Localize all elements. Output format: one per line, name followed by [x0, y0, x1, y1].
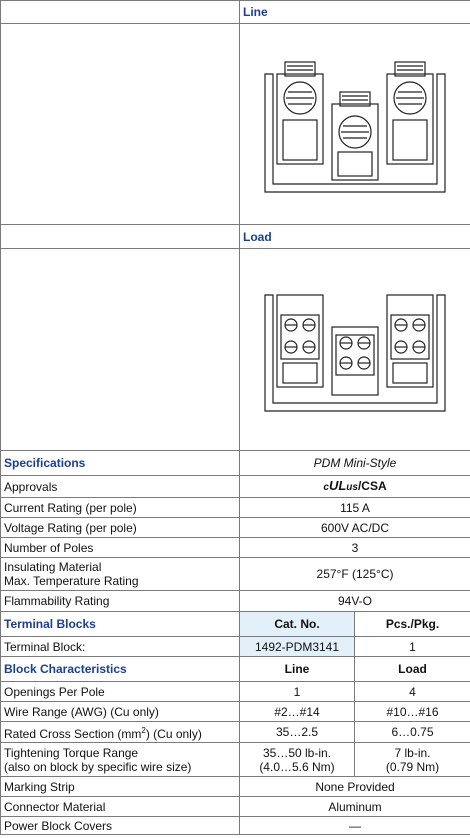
- char-label: Power Block Covers: [1, 817, 240, 835]
- spec-value: 3: [240, 538, 470, 558]
- char-label-cross-section: Rated Cross Section $(mm^2)$ (Cu only): [1, 722, 240, 743]
- spacer-cell: [1, 24, 240, 225]
- load-terminal-drawing: [255, 285, 455, 415]
- specifications-heading: Specifications: [1, 451, 240, 476]
- spec-label: Insulating Material Max. Temperature Rating: [1, 558, 240, 591]
- char-label: Openings Per Pole: [1, 682, 240, 702]
- char-value: —: [240, 817, 470, 835]
- spacer-cell: [1, 225, 240, 249]
- char-load-value: 6…0.75: [355, 722, 470, 743]
- load-heading: Load: [240, 225, 470, 249]
- char-line-value: 35…50 lb-in. (4.0…5.6 Nm): [240, 743, 355, 777]
- terminal-block-label: Terminal Block:: [1, 637, 240, 657]
- char-line-value: 1: [240, 682, 355, 702]
- char-value: Aluminum: [240, 797, 470, 817]
- col-line: Line: [240, 657, 355, 682]
- pieces-per-package: 1: [355, 637, 470, 657]
- col-load: Load: [355, 657, 470, 682]
- char-line-value: #2…#14: [240, 702, 355, 722]
- ul-cert-logo: cULus: [323, 477, 358, 493]
- char-load-value: 4: [355, 682, 470, 702]
- line-block-illustration: [240, 24, 470, 225]
- spec-label: Current Rating (per pole): [1, 498, 240, 518]
- catalog-number: 1492-PDM3141: [240, 637, 355, 657]
- char-label: Wire Range (AWG) (Cu only): [1, 702, 240, 722]
- spacer-cell: [1, 249, 240, 451]
- block-characteristics-heading: Block Characteristics: [1, 657, 240, 682]
- spec-label: Approvals: [1, 476, 240, 498]
- col-cat-no: Cat. No.: [240, 612, 355, 637]
- char-line-value: 35…2.5: [240, 722, 355, 743]
- spec-label: Number of Poles: [1, 538, 240, 558]
- char-value: None Provided: [240, 777, 470, 797]
- terminal-blocks-heading: Terminal Blocks: [1, 612, 240, 637]
- load-block-illustration: [240, 249, 470, 451]
- char-load-value: 7 lb-in. (0.79 Nm): [355, 743, 470, 777]
- spec-value: 94V-O: [240, 591, 470, 612]
- col-pcs-pkg: Pcs./Pkg.: [355, 612, 470, 637]
- spec-value: 600V AC/DC: [240, 518, 470, 538]
- product-name: PDM Mini-Style: [240, 451, 470, 476]
- char-label: Marking Strip: [1, 777, 240, 797]
- spec-label: Voltage Rating (per pole): [1, 518, 240, 538]
- line-heading: Line: [240, 1, 470, 24]
- char-load-value: #10…#16: [355, 702, 470, 722]
- spec-value: 115 A: [240, 498, 470, 518]
- line-terminal-drawing: [255, 54, 455, 194]
- spec-value-approvals: cULus/CSA: [240, 476, 470, 498]
- char-label: Tightening Torque Range (also on block by specific wire size): [1, 743, 240, 777]
- spacer-cell: [1, 1, 240, 24]
- spec-value: 257°F (125°C): [240, 558, 470, 591]
- spec-label: Flammability Rating: [1, 591, 240, 612]
- char-label: Connector Material: [1, 797, 240, 817]
